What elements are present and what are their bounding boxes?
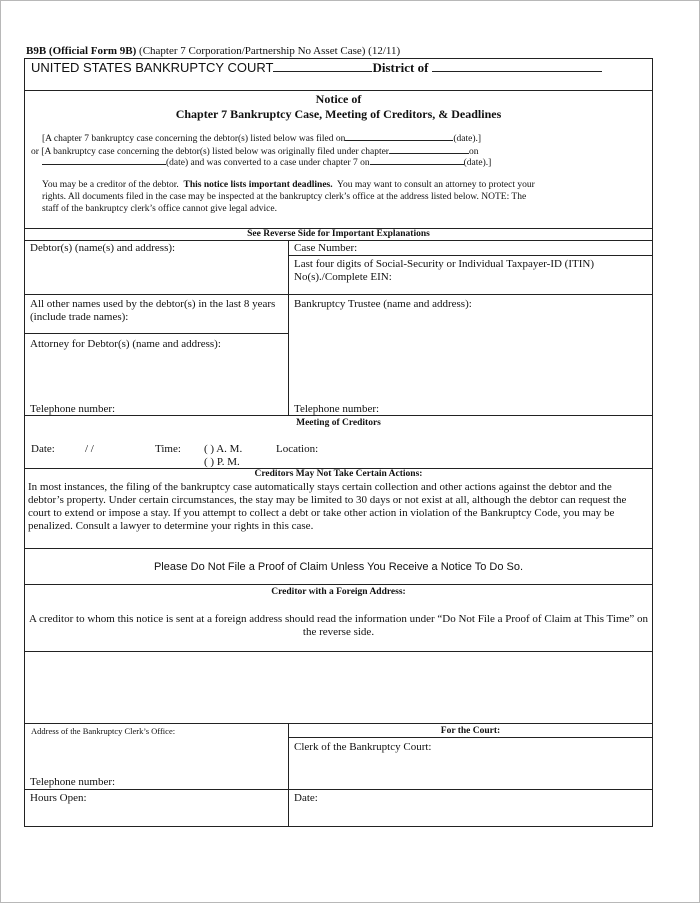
creditor-text-c: You may want to consult an attorney to protect your xyxy=(337,180,535,190)
other-names-label-2: (include trade names): xyxy=(30,311,129,323)
form-id: B9B (Official Form 9B) xyxy=(26,45,137,57)
meeting-title: Meeting of Creditors xyxy=(296,418,381,428)
divider xyxy=(24,333,288,334)
meeting-time-label: Time: xyxy=(155,443,181,455)
foreign-title: Creditor with a Foreign Address: xyxy=(271,587,406,597)
creditor-line-3: staff of the bankruptcy clerk’s office cannot give legal advice. xyxy=(42,204,277,214)
footer-column-divider xyxy=(288,723,289,827)
filed-line-3-text: (date) and was converted to a case under chapter 7 on xyxy=(166,158,370,168)
actions-line-3: court to extend or impose a stay. If you attempt to collect a debt or take other action in violation of the Bankruptcy Code, you may be xyxy=(28,507,615,519)
foreign-line-1: A creditor to whom this notice is sent at a foreign address should read the information under “Do Not File a Proof of Claim at This Time” on xyxy=(28,613,649,625)
hours-open-label: Hours Open: xyxy=(30,792,87,804)
actions-line-1: In most instances, the filing of the bankruptcy case automatically stays certain collection and other actions against the debtor and the xyxy=(28,481,612,493)
divider xyxy=(24,723,653,724)
form-frame xyxy=(24,58,653,827)
original-date-blank[interactable] xyxy=(42,155,166,165)
court-line xyxy=(31,60,602,76)
actions-line-4: penalized. Consult a lawyer to determine your rights in this case. xyxy=(28,520,314,532)
actions-line-2: debtor’s property. Under certain circumstances, the stay may be limited to 30 days or not exist at all, although the debtor can request the xyxy=(28,494,627,506)
creditor-line-1 xyxy=(42,180,535,190)
notice-title-1: Notice of xyxy=(315,92,362,106)
actions-title: Creditors May Not Take Certain Actions: xyxy=(254,469,423,479)
attorney-label: Attorney for Debtor(s) (name and address): xyxy=(30,338,221,350)
ssn-label-2: No(s)./Complete EIN: xyxy=(294,271,392,283)
creditor-line-2: rights. All documents filed in the case may be inspected at the bankruptcy clerk’s office at the address listed below. NOTE: The xyxy=(42,192,527,202)
conversion-date-blank[interactable] xyxy=(370,155,464,165)
telephone-right-label: Telephone number: xyxy=(294,403,380,415)
filed-line-2-text: or [A bankruptcy case concerning the debtor(s) listed below was originally filed under chapter xyxy=(31,147,389,157)
foreign-line-2: the reverse side. xyxy=(302,626,375,638)
filed-line-1 xyxy=(42,131,481,144)
proof-of-claim-notice: Please Do Not File a Proof of Claim Unless You Receive a Notice To Do So. xyxy=(153,561,524,573)
clerk-label: Clerk of the Bankruptcy Court: xyxy=(294,741,432,753)
divider xyxy=(24,240,653,241)
case-number-label: Case Number: xyxy=(294,242,358,254)
form-header xyxy=(26,45,400,57)
filed-line-1-end: (date).] xyxy=(453,134,482,144)
for-the-court-label: For the Court: xyxy=(440,726,501,736)
district-blank[interactable] xyxy=(432,60,602,72)
filed-line-2-end: on xyxy=(468,147,479,157)
creditor-text-a: You may be a creditor of the debtor. xyxy=(42,180,179,190)
court-name: UNITED STATES BANKRUPTCY COURT xyxy=(31,60,274,75)
meeting-date-label: Date: xyxy=(31,443,55,455)
meeting-date-slashes: / / xyxy=(85,443,94,455)
clerk-office-address-label: Address of the Bankruptcy Clerk’s Office: xyxy=(31,726,176,736)
meeting-am: ( ) A. M. xyxy=(204,443,243,455)
district-label: District of xyxy=(372,60,429,75)
other-names-label-1: All other names used by the debtor(s) in the last 8 years xyxy=(30,298,276,310)
meeting-pm: ( ) P. M. xyxy=(204,456,240,468)
divider xyxy=(288,737,653,738)
ssn-label-1: Last four digits of Social-Security or Individual Taxpayer-ID (ITIN) xyxy=(294,258,594,270)
divider xyxy=(24,548,653,549)
divider xyxy=(24,415,653,416)
chapter-blank[interactable] xyxy=(389,144,469,154)
trustee-label: Bankruptcy Trustee (name and address): xyxy=(294,298,472,310)
divider xyxy=(24,789,653,790)
footer-date-label: Date: xyxy=(294,792,318,804)
filed-date-blank[interactable] xyxy=(345,131,453,141)
divider xyxy=(24,651,653,652)
divider xyxy=(24,584,653,585)
footer-telephone-label: Telephone number: xyxy=(30,776,116,788)
filed-line-3 xyxy=(42,155,491,168)
telephone-left-label: Telephone number: xyxy=(30,403,116,415)
notice-title-2: Chapter 7 Bankruptcy Case, Meeting of Creditors, & Deadlines xyxy=(175,107,502,121)
divider xyxy=(24,294,653,295)
divider xyxy=(288,255,653,256)
see-reverse-heading: See Reverse Side for Important Explanations xyxy=(247,229,430,239)
court-blank[interactable] xyxy=(273,60,372,72)
meeting-location-label: Location: xyxy=(276,443,319,455)
debtors-label: Debtor(s) (name(s) and address): xyxy=(30,242,176,254)
filed-line-3-end: (date).] xyxy=(463,158,492,168)
column-divider xyxy=(288,240,289,415)
creditor-text-b: This notice lists important deadlines. xyxy=(183,180,333,190)
filed-line-1-text: [A chapter 7 bankruptcy case concerning the debtor(s) listed below was filed on xyxy=(42,134,346,144)
divider xyxy=(24,90,653,91)
form-subtitle: (Chapter 7 Corporation/Partnership No Asset Case) (12/11) xyxy=(139,45,401,57)
